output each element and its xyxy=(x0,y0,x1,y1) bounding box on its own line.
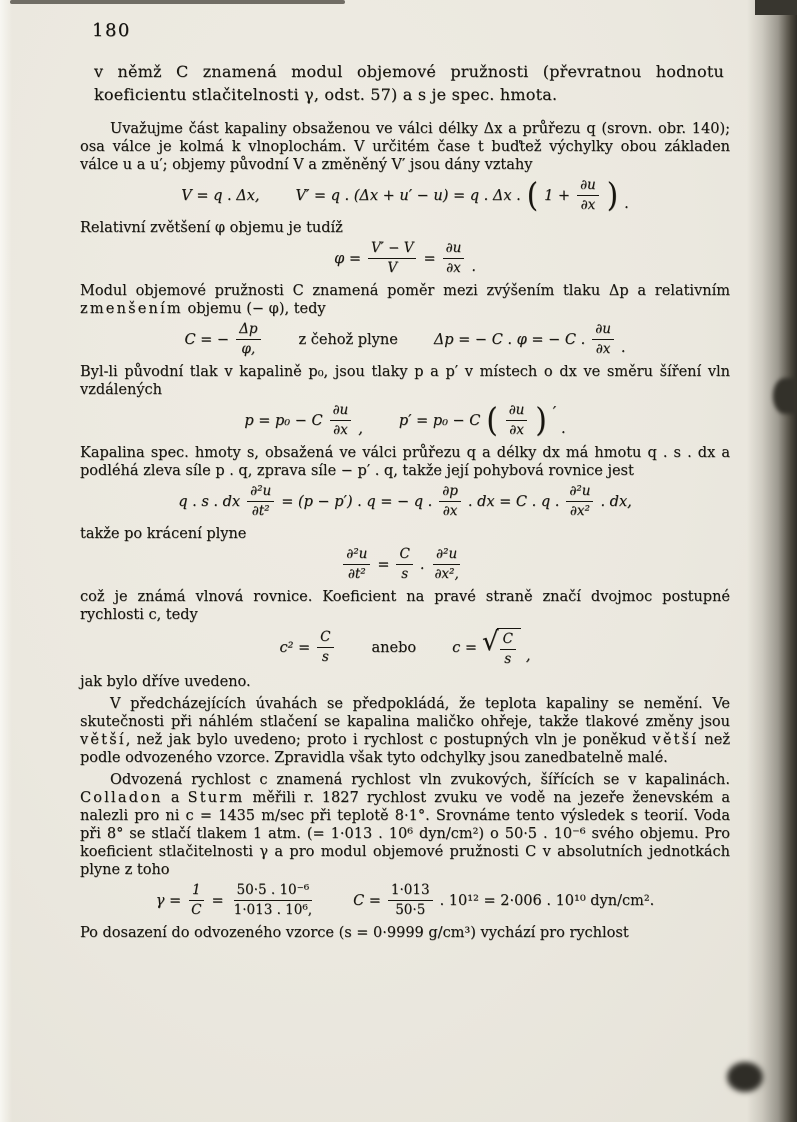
math-segment: γ = xyxy=(155,892,182,909)
formula-bulk-modulus xyxy=(80,322,730,357)
text-segment-emphasis: Colladon xyxy=(80,790,163,806)
denominator: ∂x² xyxy=(569,503,590,519)
fraction xyxy=(506,403,528,438)
paragraph-wave-equation-note: což je známá vlnová rovnice. Koeficient na pravé straně značí dvojmoc postupné rychlosti c, tedy xyxy=(80,589,730,623)
denominator: ∂t² xyxy=(347,566,366,582)
numerator: 50·5 . 10⁻⁶ xyxy=(234,883,313,901)
scan-left-highlight xyxy=(0,0,12,1122)
text-segment: měřili r. 1827 rychlost zvuku ve vodě na jezeře ženevském a nalezli pro ni c = 1435 m/sec při teplotě 8·1°. Srovnáme tento výsledek s teorií. Voda při 8° se stlačí tlakem 1 atm. (= 1·013 . 10⁶ dyn/cm²) o 50·5 . 10⁻⁶ svého objemu. Pro koeficient stlačitelnosti γ a pro modul objemové pružnosti C v absolutních jednotkách plyne z toho xyxy=(80,790,730,878)
math-segment: p = p₀ − C xyxy=(244,412,323,429)
math-segment: . xyxy=(620,339,626,356)
math-segment: . xyxy=(471,258,476,275)
math-segment: , xyxy=(358,420,363,437)
paragraph-as-stated: jak bylo dříve uvedeno. xyxy=(80,674,251,690)
fraction xyxy=(566,484,593,519)
numerator: ∂u xyxy=(330,403,352,421)
math-segment: V = q . Δx, xyxy=(181,187,260,204)
fraction xyxy=(343,547,370,582)
denominator: 1·013 . 10⁶, xyxy=(233,902,313,918)
fraction xyxy=(592,322,614,357)
math-segment: C = − xyxy=(184,331,230,348)
math-segment: p′ = p₀ − C xyxy=(398,412,481,429)
text-segment: objemu (− φ), tedy xyxy=(182,301,326,317)
denominator: ∂x xyxy=(580,197,596,213)
numerator: ∂p xyxy=(439,484,461,502)
denominator: ∂x xyxy=(333,422,348,438)
denominator: φ, xyxy=(241,341,256,357)
text-segment-emphasis: zmenšením xyxy=(80,301,183,317)
math-segment: . dx = C . q . xyxy=(467,493,560,510)
left-paren: ( xyxy=(526,175,539,214)
numerator: ∂²u xyxy=(566,484,593,502)
formula-wave-speed xyxy=(80,628,730,667)
numerator: C xyxy=(500,632,516,650)
math-segment: = xyxy=(211,892,224,909)
text-segment-emphasis: Sturm xyxy=(187,790,245,806)
numerator: ∂²u xyxy=(247,484,274,502)
text-segment: a xyxy=(162,790,188,806)
numerator: 1·013 xyxy=(388,883,433,901)
page-number: 180 xyxy=(92,20,131,41)
radicand xyxy=(497,628,521,667)
text-segment-emphasis: větší xyxy=(80,732,126,748)
math-segment: . xyxy=(419,556,425,573)
fraction xyxy=(247,484,274,519)
math-segment: q . s . dx xyxy=(178,493,241,510)
intro-paragraph: v němž C znamená modul objemové pružnosti (převratnou hodnotu koeficientu stlačitelnosti γ, odst. 57) a s je spec. hmota. xyxy=(94,62,724,104)
scan-top-streak xyxy=(10,0,345,4)
math-segment: Δp = − C . φ = − C . xyxy=(433,331,586,348)
fraction xyxy=(396,547,412,582)
math-segment: , xyxy=(525,647,531,664)
text-segment: než podle odvozeného vzorce. Zpravidla však tyto odchylky jsou zanedbatelně malé. xyxy=(80,732,731,766)
text-segment: V předcházejících úvahách se předpokládá, že teplota kapaliny se nemění. Ve skutečnosti při náhlém stlačení se kapalina maličko ohřeje, takže tlakové změny jsou xyxy=(80,696,730,730)
numerator: V′ − V xyxy=(368,241,416,259)
fraction xyxy=(317,630,333,665)
denominator: ∂x xyxy=(446,260,461,276)
paragraph-colladon-sturm xyxy=(80,771,730,879)
math-segment: = xyxy=(423,250,436,267)
fraction xyxy=(443,241,465,276)
paragraph-bulk-modulus xyxy=(80,282,730,318)
numerator: ∂²u xyxy=(343,547,370,565)
page-content xyxy=(80,60,730,946)
fraction xyxy=(577,178,599,213)
formula-numeric-values xyxy=(80,883,730,918)
denominator: ∂x xyxy=(509,422,524,438)
text-segment: Modul objemové pružnosti C znamená poměr mezi zvýšením tlaku Δp a relativním xyxy=(80,283,730,299)
math-segment: . xyxy=(624,195,629,212)
numerator: 1 xyxy=(189,883,204,901)
denominator: s xyxy=(401,566,409,582)
denominator: ∂x xyxy=(442,503,458,519)
fraction xyxy=(330,403,352,438)
fraction xyxy=(236,322,260,357)
scan-blob-bottom-right xyxy=(727,1062,763,1092)
scan-right-shadow xyxy=(747,0,797,1122)
scan-blob-right xyxy=(773,378,797,414)
denominator: s xyxy=(504,651,512,667)
math-segment: . xyxy=(561,420,566,437)
fraction xyxy=(388,883,433,918)
paragraph-substitution: Po dosazení do odvozeného vzorce (s = 0·9999 g/cm³) vychází pro rychlost xyxy=(80,925,629,941)
math-segment: V′ = q . (Δx + u′ − u) = q . Δx . xyxy=(295,187,521,204)
math-segment: . 10¹² = 2·006 . 10¹⁰ dyn/cm². xyxy=(439,892,655,909)
fraction xyxy=(439,484,461,519)
paragraph-temperature-note xyxy=(80,695,730,767)
fraction xyxy=(431,547,461,582)
formula-wave-equation xyxy=(80,547,730,582)
numerator: C xyxy=(396,547,412,565)
denominator: 50·5 xyxy=(395,902,426,918)
left-paren: ( xyxy=(486,400,498,439)
denominator: C xyxy=(191,902,202,918)
prime-mark: ′ xyxy=(552,404,557,421)
numerator: ∂u xyxy=(506,403,528,421)
math-segment: z čehož plyne xyxy=(298,331,398,348)
numerator: ∂u xyxy=(443,241,465,259)
numerator: Δp xyxy=(236,322,260,340)
paragraph-after-cancelling: takže po krácení plyne xyxy=(80,526,247,542)
radical-sign: √ xyxy=(481,627,499,657)
math-segment: C = xyxy=(353,892,381,909)
fraction xyxy=(188,883,204,918)
math-segment: . dx, xyxy=(600,493,632,510)
numerator: ∂u xyxy=(577,178,599,196)
formula-equation-of-motion xyxy=(80,484,730,519)
fraction xyxy=(500,632,516,667)
math-segment: anebo xyxy=(371,639,417,656)
formula-relative-expansion xyxy=(80,241,730,276)
math-segment: = (p − p′) . q = − q . xyxy=(281,493,433,510)
math-segment: = xyxy=(377,556,390,573)
math-segment: c² = xyxy=(279,639,311,656)
paragraph-cylinder-setup: Uvažujme část kapaliny obsaženou ve válci délky Δx a průřezu q (srovn. obr. 140); osa válce je kolmá k vlnoplochám. V určitém čase t buďtež výchylky obou základen válce u a u′; objemy původní V a změněný V′ jsou dány vztahy xyxy=(80,121,730,173)
numerator: ∂²u xyxy=(433,547,460,565)
text-segment: Odvozená rychlost c znamená rychlost vln zvukových, šířících se v kapalinách. xyxy=(110,772,730,788)
paragraph-equation-of-motion: Kapalina spec. hmoty s, obsažená ve válci průřezu q a délky dx má hmotu q . s . dx a podléhá zleva síle p . q, zprava síle − p′ . q, takže její pohybová rovnice jest xyxy=(80,445,730,479)
right-paren: ) xyxy=(606,175,619,214)
denominator: ∂x², xyxy=(434,566,459,582)
numerator: ∂u xyxy=(592,322,614,340)
denominator: ∂x xyxy=(595,341,611,357)
paragraph-relative-expansion: Relativní zvětšení φ objemu je tudíž xyxy=(80,220,343,236)
math-segment: c = xyxy=(452,639,477,656)
fraction xyxy=(368,241,416,276)
right-paren: ) xyxy=(535,400,547,439)
text-segment: , než jak bylo uvedeno; proto i rychlost c postupných vln je poněkud xyxy=(125,732,653,748)
numerator: C xyxy=(317,630,333,648)
scan-corner-dark xyxy=(755,0,797,15)
paragraph-pressures: Byl-li původní tlak v kapalině p₀, jsou tlaky p a p′ v místech o dx ve směru šíření vln vzdálených xyxy=(80,364,730,398)
denominator: ∂t² xyxy=(251,503,270,519)
math-segment: 1 + xyxy=(544,187,571,204)
denominator: V xyxy=(387,260,398,276)
formula-volume-change xyxy=(80,175,730,214)
text-segment-emphasis: větší xyxy=(652,732,699,748)
formula-pressures xyxy=(80,400,730,439)
square-root xyxy=(482,628,521,667)
math-segment: φ = xyxy=(334,250,361,267)
denominator: s xyxy=(321,649,329,665)
fraction xyxy=(231,883,315,918)
